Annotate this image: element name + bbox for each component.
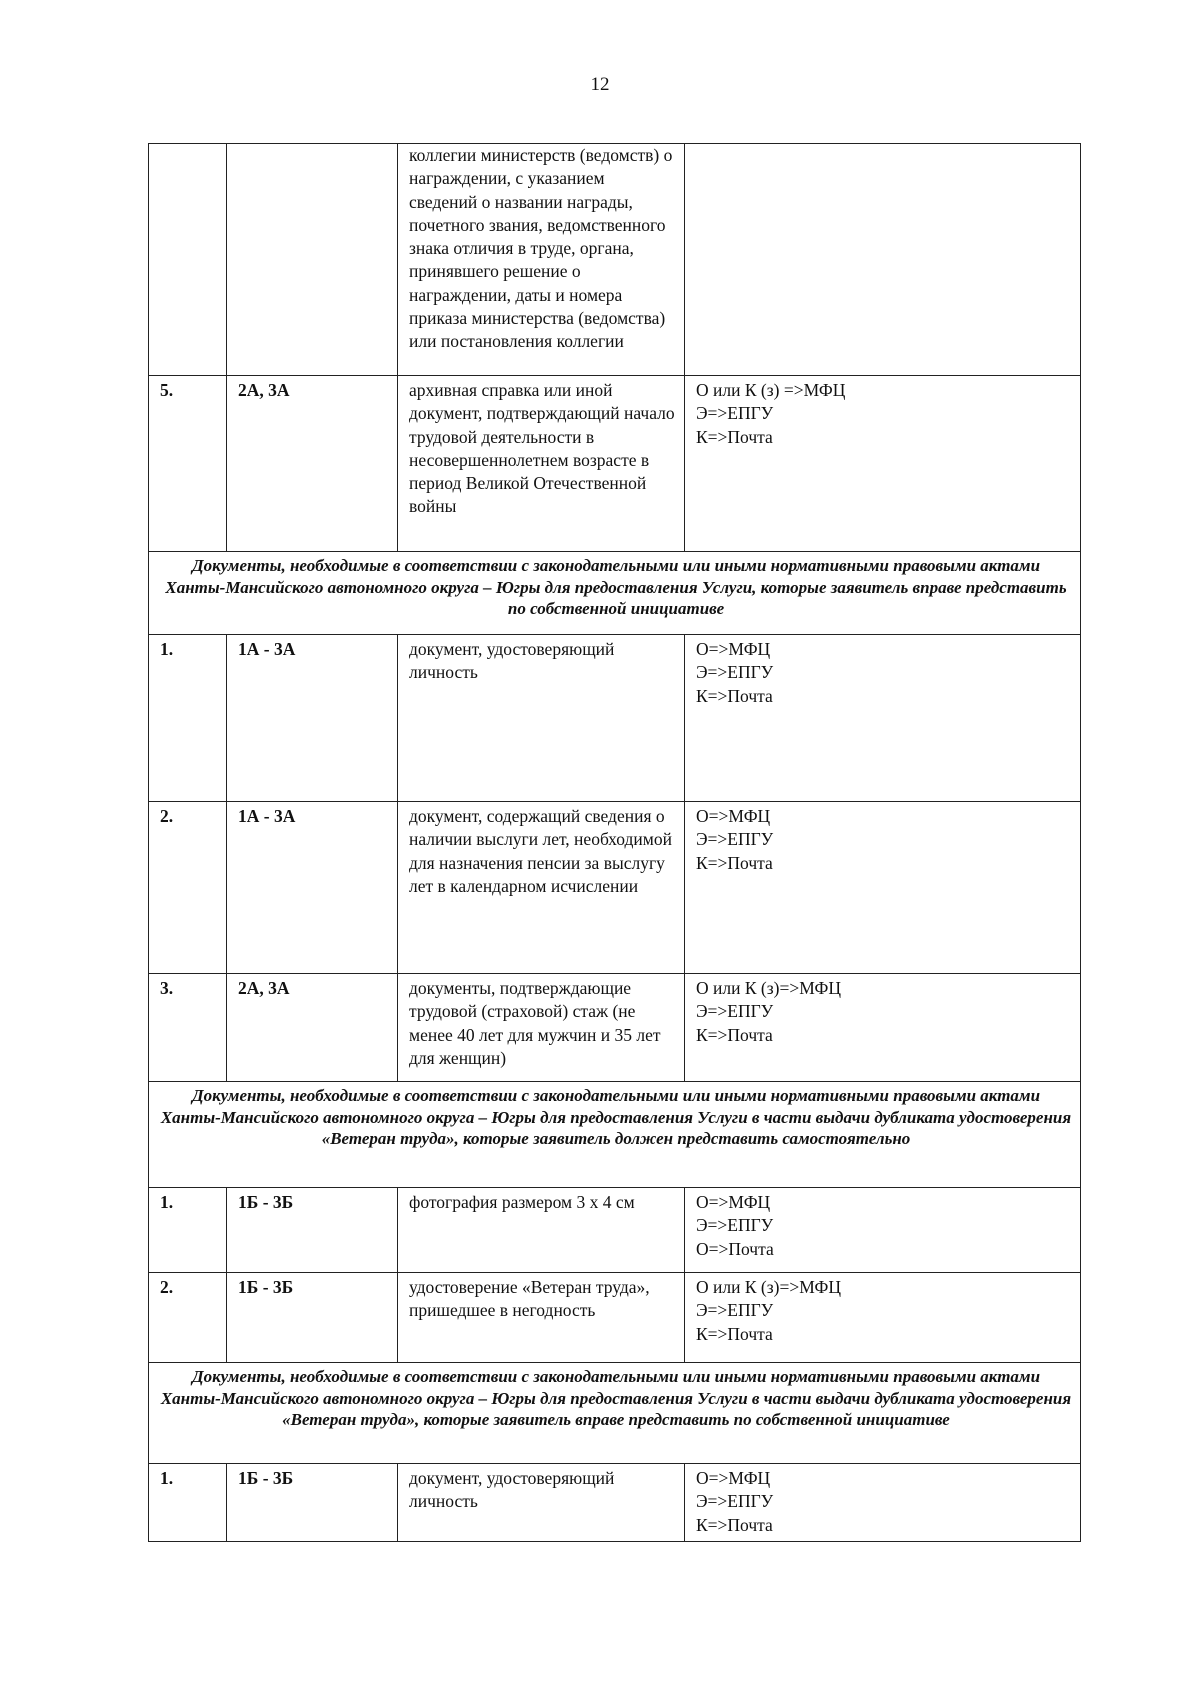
row-submission-channels bbox=[685, 1464, 1081, 1542]
row-submission-channels bbox=[685, 144, 1081, 376]
table-row bbox=[149, 1464, 1081, 1542]
row-document-description: документы, подтверждающие трудовой (страховой) стаж (не менее 40 лет для мужчин и 35 лет для женщин) bbox=[398, 974, 685, 1082]
row-number: 5. bbox=[149, 376, 227, 552]
row-document-description: фотография размером 3 х 4 см bbox=[398, 1188, 685, 1273]
row-category-code: 1А - 3А bbox=[227, 802, 398, 974]
channel-line: О=>МФЦ bbox=[696, 1468, 771, 1488]
table-row bbox=[149, 1188, 1081, 1273]
channel-line: О или К (з) =>МФЦ bbox=[696, 380, 846, 400]
row-submission-channels bbox=[685, 974, 1081, 1082]
row-number bbox=[149, 144, 227, 376]
row-category-code: 1Б - 3Б bbox=[227, 1188, 398, 1273]
table-row bbox=[149, 1273, 1081, 1363]
table-row bbox=[149, 802, 1081, 974]
channel-line: О=>МФЦ bbox=[696, 639, 771, 659]
documents-table bbox=[148, 143, 1081, 1542]
table-row bbox=[149, 144, 1081, 376]
row-submission-channels bbox=[685, 1188, 1081, 1273]
channel-line: О=>Почта bbox=[696, 1238, 774, 1259]
row-category-code: 1А - 3А bbox=[227, 635, 398, 802]
row-document-description: коллегии министерств (ведомств) о награждении, с указанием сведений о названии награды, почетного звания, ведомственного знака отличия в труде, органа, принявшего решение о награждении, даты и номера приказа министерства (ведомства) или постановления коллегии bbox=[398, 144, 685, 376]
section-header-row bbox=[149, 1363, 1081, 1464]
row-document-description: документ, содержащий сведения о наличии выслуги лет, необходимой для назначения пенсии за выслугу лет в календарном исчислении bbox=[398, 802, 685, 974]
row-category-code bbox=[227, 144, 398, 376]
row-number: 1. bbox=[149, 1188, 227, 1273]
row-submission-channels bbox=[685, 802, 1081, 974]
channel-line: К=>Почта bbox=[696, 1024, 773, 1045]
channel-line: К=>Почта bbox=[696, 426, 773, 447]
row-category-code: 2А, 3А bbox=[227, 376, 398, 552]
channel-line: Э=>ЕПГУ bbox=[696, 1300, 774, 1321]
channel-line: Э=>ЕПГУ bbox=[696, 829, 774, 850]
row-number: 2. bbox=[149, 802, 227, 974]
row-document-description: архивная справка или иной документ, подтверждающий начало трудовой деятельности в несовершеннолетнем возрасте в период Великой Отечественной войны bbox=[398, 376, 685, 552]
channel-line: Э=>ЕПГУ bbox=[696, 403, 774, 424]
row-number: 3. bbox=[149, 974, 227, 1082]
channel-line: О или К (з)=>МФЦ bbox=[696, 1277, 841, 1297]
channel-line: Э=>ЕПГУ bbox=[696, 1491, 774, 1512]
row-document-description: удостоверение «Ветеран труда», пришедшее в негодность bbox=[398, 1273, 685, 1363]
section-title: Документы, необходимые в соответствии с законодательными или иными нормативными правовыми актами Ханты-Мансийского автономного округа – Югры для предоставления Услуги, которые заявитель вправе представить по собственной инициативе bbox=[149, 552, 1081, 635]
channel-line: К=>Почта bbox=[696, 685, 773, 706]
channel-line: К=>Почта bbox=[696, 1514, 773, 1535]
row-number: 2. bbox=[149, 1273, 227, 1363]
section-header-row bbox=[149, 1082, 1081, 1188]
channel-line: Э=>ЕПГУ bbox=[696, 1001, 774, 1022]
channel-line: О или К (з)=>МФЦ bbox=[696, 978, 841, 998]
table-row bbox=[149, 376, 1081, 552]
row-category-code: 1Б - 3Б bbox=[227, 1464, 398, 1542]
channel-line: Э=>ЕПГУ bbox=[696, 662, 774, 683]
channel-line: О=>МФЦ bbox=[696, 806, 771, 826]
row-number: 1. bbox=[149, 635, 227, 802]
table-row bbox=[149, 635, 1081, 802]
channel-line: К=>Почта bbox=[696, 1323, 773, 1344]
row-document-description: документ, удостоверяющий личность bbox=[398, 635, 685, 802]
channel-line: Э=>ЕПГУ bbox=[696, 1215, 774, 1236]
row-submission-channels bbox=[685, 635, 1081, 802]
row-submission-channels bbox=[685, 376, 1081, 552]
section-title: Документы, необходимые в соответствии с законодательными или иными нормативными правовыми актами Ханты-Мансийского автономного округа – Югры для предоставления Услуги в части выдачи дубликата удостоверения «Ветеран труда», которые заявитель вправе представить по собственной инициативе bbox=[149, 1363, 1081, 1464]
channel-line: О=>МФЦ bbox=[696, 1192, 771, 1212]
page-number: 12 bbox=[590, 74, 610, 95]
row-number: 1. bbox=[149, 1464, 227, 1542]
row-submission-channels bbox=[685, 1273, 1081, 1363]
row-category-code: 2А, 3А bbox=[227, 974, 398, 1082]
section-header-row bbox=[149, 552, 1081, 635]
channel-line: К=>Почта bbox=[696, 852, 773, 873]
table-row bbox=[149, 974, 1081, 1082]
row-category-code: 1Б - 3Б bbox=[227, 1273, 398, 1363]
section-title: Документы, необходимые в соответствии с законодательными или иными нормативными правовыми актами Ханты-Мансийского автономного округа – Югры для предоставления Услуги в части выдачи дубликата удостоверения «Ветеран труда», которые заявитель должен представить самостоятельно bbox=[149, 1082, 1081, 1188]
row-document-description: документ, удостоверяющий личность bbox=[398, 1464, 685, 1542]
